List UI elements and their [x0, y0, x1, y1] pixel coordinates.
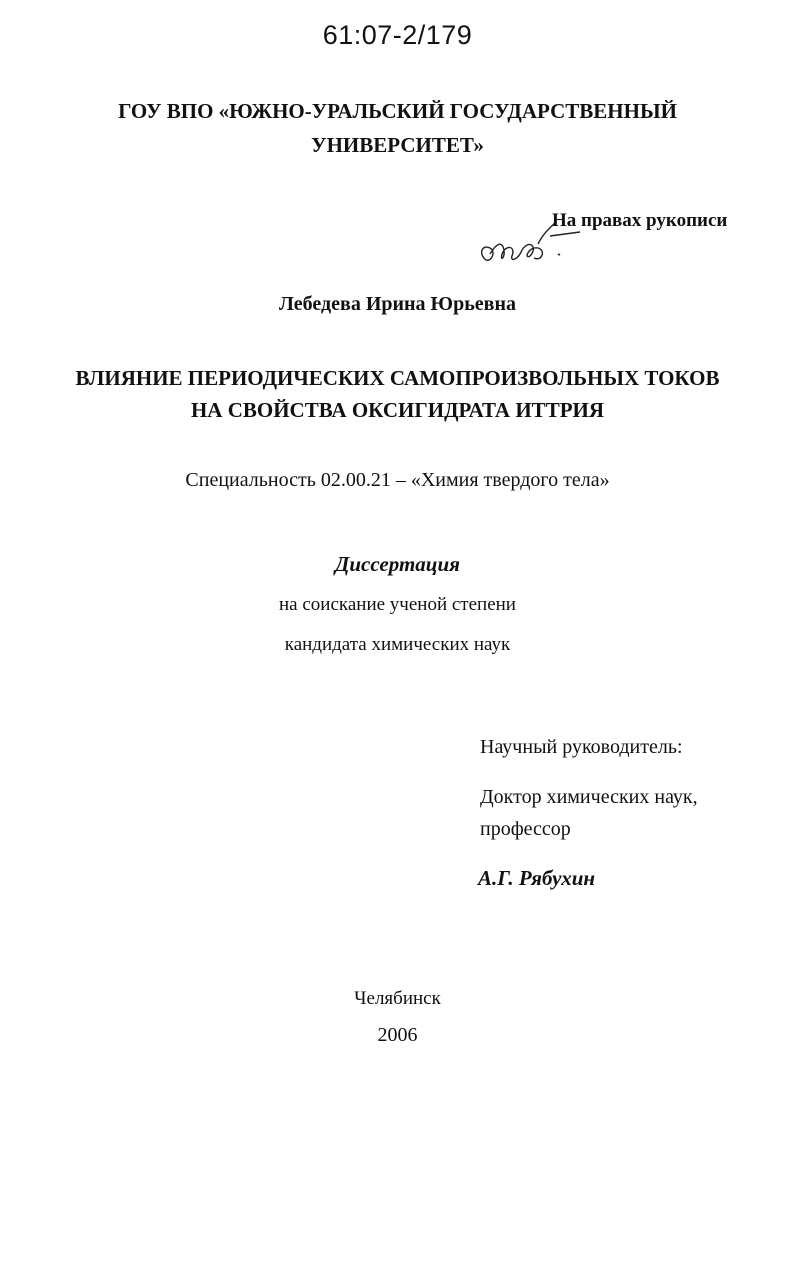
- city: Челябинск: [354, 988, 441, 1009]
- supervisor-label: Научный руководитель:: [480, 736, 683, 758]
- manuscript-rights-note: На правах рукописи: [552, 210, 728, 231]
- thesis-title-line-1: ВЛИЯНИЕ ПЕРИОДИЧЕСКИХ САМОПРОИЗВОЛЬНЫХ ТОКОВ: [75, 366, 720, 390]
- specialty: Специальность 02.00.21 – «Химия твердого тела»: [185, 469, 610, 491]
- supervisor-name: А.Г. Рябухин: [478, 866, 596, 890]
- year: 2006: [377, 1024, 418, 1046]
- institution-line-2: УНИВЕРСИТЕТ»: [311, 133, 484, 157]
- degree-line-2: кандидата химических наук: [284, 634, 511, 655]
- thesis-title-line-2: НА СВОЙСТВА ОКСИГИДРАТА ИТТРИЯ: [190, 398, 605, 422]
- archive-code: 61:07-2/179: [322, 20, 473, 50]
- degree-line-1: на соискание ученой степени: [279, 594, 516, 615]
- author-name: Лебедева Ирина Юрьевна: [279, 293, 516, 315]
- work-type: Диссертация: [335, 552, 460, 576]
- supervisor-rank-line-2: профессор: [480, 818, 571, 840]
- institution-line-1: ГОУ ВПО «ЮЖНО-УРАЛЬСКИЙ ГОСУДАРСТВЕННЫЙ: [118, 99, 677, 123]
- institution-name: [0, 94, 795, 162]
- supervisor-rank-line-1: Доктор химических наук,: [480, 786, 698, 808]
- thesis-title: [0, 362, 795, 426]
